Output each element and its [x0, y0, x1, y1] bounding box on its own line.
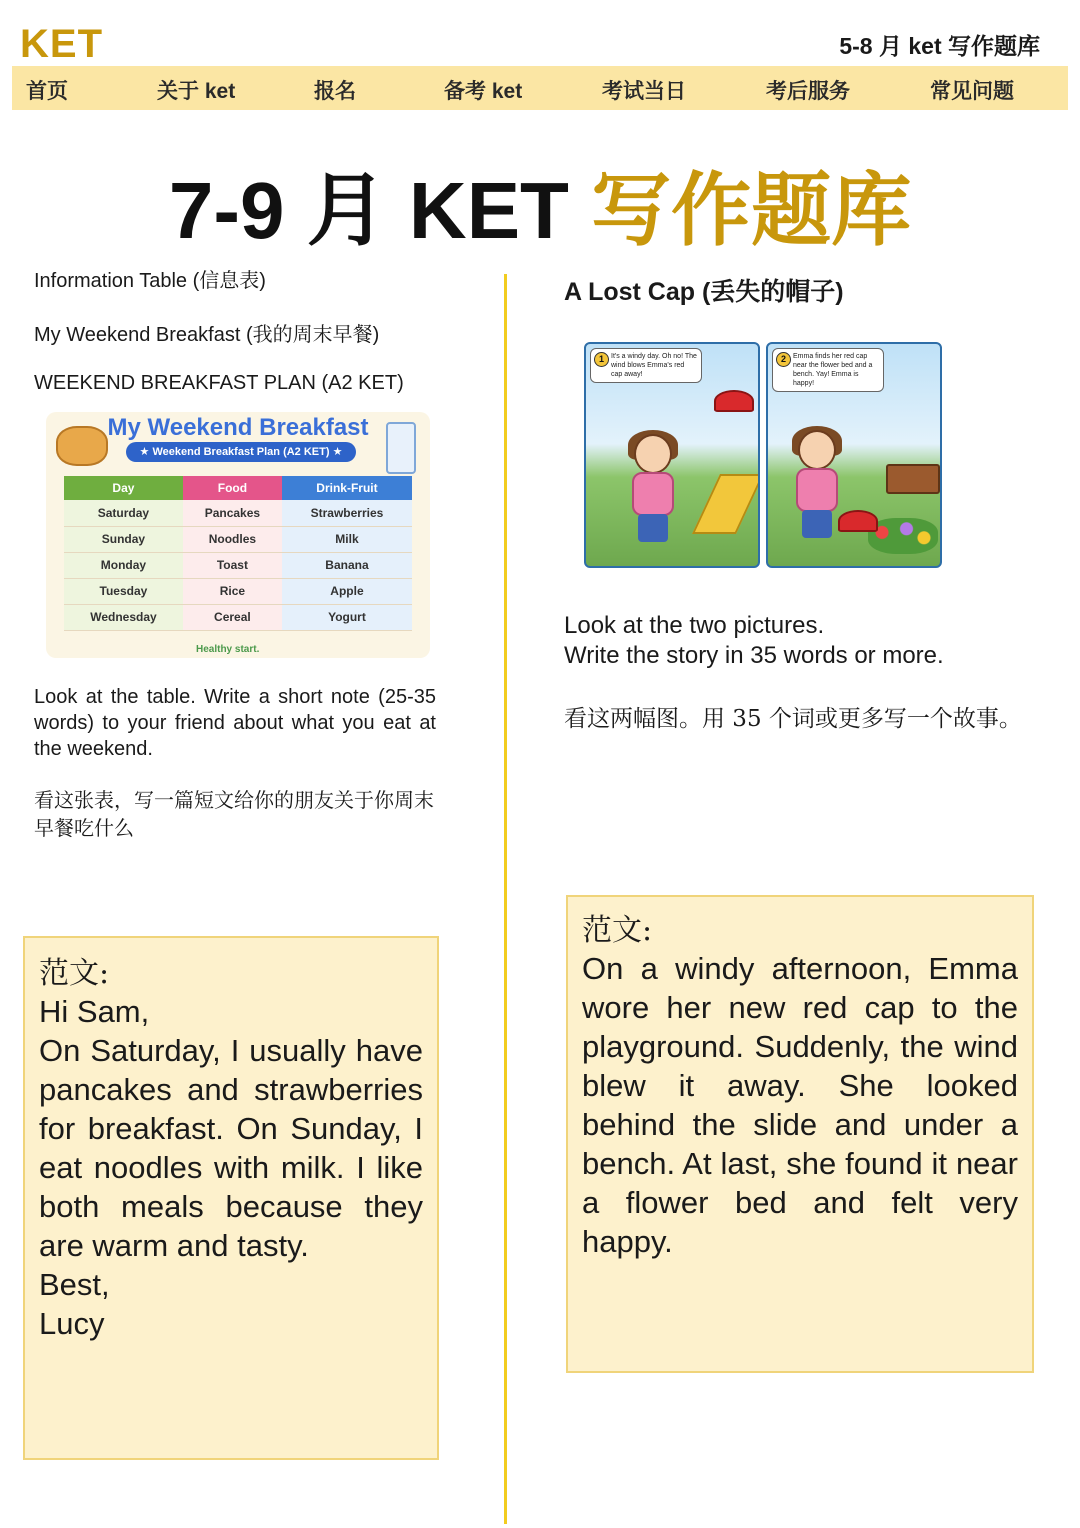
- breakfast-label: My Weekend Breakfast (我的周末早餐): [34, 324, 380, 346]
- left-sample-title: 范文:: [39, 956, 110, 991]
- table-header-drink: Drink-Fruit: [282, 476, 412, 500]
- right-instruction-cn: 看这两幅图。用 35 个词或更多写一个故事。: [564, 706, 1022, 732]
- left-sample-greeting: Hi Sam,: [39, 994, 150, 1029]
- header-title: 5-8 月 ket 写作题库: [839, 33, 1040, 59]
- left-sample-closing: Best,: [39, 1267, 110, 1302]
- left-sample-signature: Lucy: [39, 1306, 105, 1341]
- left-sample-body: On Saturday, I usually have pancakes and strawberries for breakfast. On Sunday, I eat noodles with milk. I like both meals because they are warm and tasty.: [39, 1033, 423, 1263]
- girl-illustration: [786, 430, 846, 540]
- table-row: [64, 552, 412, 578]
- table-cell: Apple: [282, 578, 412, 604]
- right-sample-title: 范文:: [582, 913, 653, 948]
- panel-2-caption: 2 Emma finds her red cap near the flower bed and a bench. Yay! Emma is happy!: [772, 348, 884, 392]
- breakfast-table-image: [46, 412, 430, 658]
- panel-2-number: 2: [776, 352, 791, 367]
- bench-illustration: [886, 464, 940, 494]
- nav-item-after-exam[interactable]: 考后服务: [766, 80, 850, 103]
- breakfast-image-footer: Healthy start.: [196, 644, 260, 655]
- breakfast-plan-label: WEEKEND BREAKFAST PLAN (A2 KET): [34, 372, 404, 394]
- table-cell: Yogurt: [282, 604, 412, 630]
- table-cell: Saturday: [64, 500, 183, 526]
- right-sample-box: [566, 895, 1034, 1373]
- table-header-day: Day: [64, 476, 183, 500]
- table-cell: Tuesday: [64, 578, 183, 604]
- table-cell: Banana: [282, 552, 412, 578]
- nav-item-home[interactable]: 首页: [26, 80, 68, 103]
- page-title-main: 7-9 月 KET: [168, 166, 592, 255]
- right-instruction-line1: Look at the two pictures.: [564, 612, 825, 639]
- info-table-label: Information Table (信息表): [34, 270, 266, 292]
- right-sample-text: On a windy afternoon, Emma wore her new red cap to the playground. Suddenly, the wind blew it away. She looked behind the slide and under a bench. At last, she found it near a flower bed and felt very happy.: [582, 951, 1018, 1259]
- slide-illustration: [692, 474, 760, 534]
- nav-item-faq[interactable]: 常见问题: [930, 80, 1014, 103]
- table-cell: Milk: [282, 526, 412, 552]
- flower-bed-illustration: [868, 518, 938, 554]
- left-sample-box: [23, 936, 439, 1460]
- left-instruction: Look at the table. Write a short note (25-35 words) to your friend about what you eat at the weekend.: [34, 686, 436, 760]
- girl-illustration: [622, 434, 682, 544]
- table-cell: Toast: [183, 552, 282, 578]
- story-panel-2: [766, 342, 942, 568]
- breakfast-image-subtitle: ★ Weekend Breakfast Plan (A2 KET) ★: [126, 442, 356, 462]
- breakfast-table: [64, 476, 412, 631]
- table-cell: Cereal: [183, 604, 282, 630]
- story-panel-1: [584, 342, 760, 568]
- page-title-accent: 写作题库: [591, 163, 912, 257]
- nav-item-prepare[interactable]: 备考 ket: [444, 80, 523, 103]
- right-instruction-line2: Write the story in 35 words or more.: [564, 642, 944, 669]
- left-instruction-cn: 看这张表，写一篇短文给你的朋友关于你周末早餐吃什么: [34, 788, 434, 840]
- page-title: [0, 146, 1080, 261]
- nav-item-about[interactable]: 关于 ket: [157, 80, 236, 103]
- column-divider: [504, 274, 507, 1524]
- red-cap-icon: [714, 390, 754, 412]
- panel-1-caption: 1 It's a windy day. Oh no! The wind blows Emma's red cap away!: [590, 348, 702, 383]
- table-cell: Monday: [64, 552, 183, 578]
- story-heading: A Lost Cap (丢失的帽子): [564, 278, 844, 306]
- table-cell: Sunday: [64, 526, 183, 552]
- story-picture: [560, 322, 960, 572]
- ket-logo[interactable]: KET: [20, 22, 103, 66]
- table-row: [64, 526, 412, 552]
- nav-item-exam-day[interactable]: 考试当日: [602, 80, 686, 103]
- table-cell: Pancakes: [183, 500, 282, 526]
- nav-item-register[interactable]: 报名: [314, 80, 356, 103]
- main-nav: [12, 66, 1068, 110]
- table-header-food: Food: [183, 476, 282, 500]
- table-cell: Strawberries: [282, 500, 412, 526]
- table-row: [64, 578, 412, 604]
- breakfast-image-title: My Weekend Breakfast: [107, 414, 369, 441]
- table-row: [64, 604, 412, 630]
- table-cell: Rice: [183, 578, 282, 604]
- table-cell: Noodles: [183, 526, 282, 552]
- table-cell: Wednesday: [64, 604, 183, 630]
- table-row: [64, 500, 412, 526]
- panel-1-number: 1: [594, 352, 609, 367]
